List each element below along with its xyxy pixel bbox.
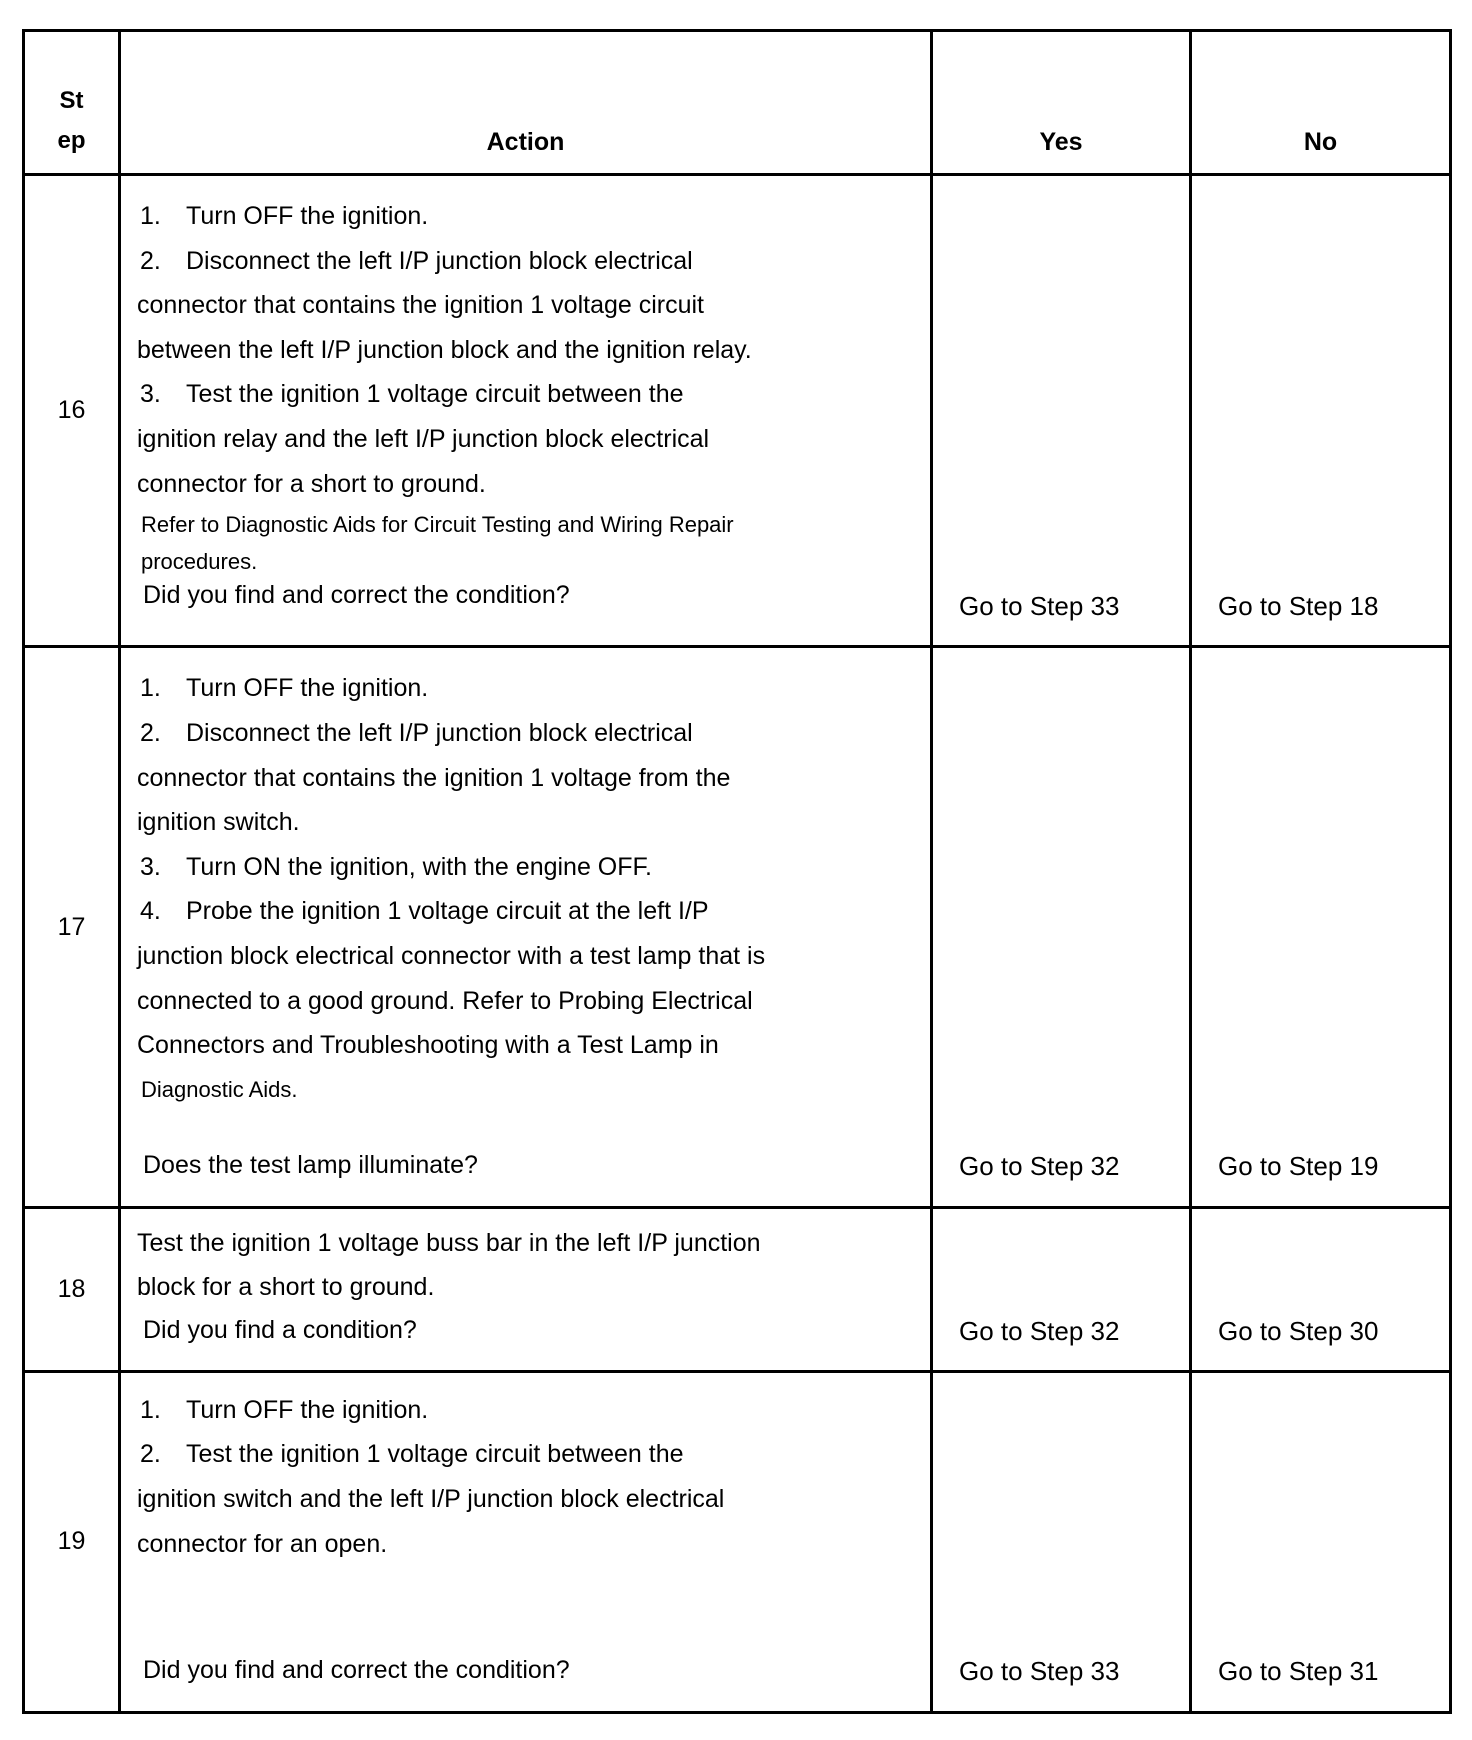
action-cell (120, 175, 932, 647)
no-cell (1191, 175, 1451, 647)
no-result: Go to Step 19 (1218, 1151, 1379, 1182)
action-line: 2. Test the ignition 1 voltage circuit between the (140, 1440, 684, 1469)
yes-cell (932, 647, 1191, 1207)
action-line: block for a short to ground. (137, 1273, 435, 1302)
yes-cell (932, 1371, 1191, 1712)
action-line: Connectors and Troubleshooting with a Test Lamp in (137, 1031, 719, 1060)
action-line: junction block electrical connector with a test lamp that is (137, 941, 766, 970)
action-question: Does the test lamp illuminate? (143, 1151, 478, 1180)
step-number: 19 (24, 1371, 120, 1712)
table-row-step-18 (24, 1207, 1451, 1371)
yes-cell (932, 175, 1191, 647)
no-cell (1191, 1207, 1451, 1371)
step-number: 16 (24, 175, 120, 647)
action-lines (137, 194, 922, 580)
action-lines (137, 1388, 922, 1566)
action-line: connector for a short to ground. (137, 469, 486, 498)
header-step-line2: ep (57, 127, 86, 155)
step-number: 18 (24, 1207, 120, 1371)
action-line: between the left I/P junction block and the ignition relay. (137, 335, 752, 364)
action-question: Did you find and correct the condition? (143, 1655, 570, 1684)
header-no: No (1191, 31, 1451, 175)
action-cell (120, 647, 932, 1207)
step-number: 17 (24, 647, 120, 1207)
action-line: connector for an open. (137, 1529, 388, 1558)
no-cell (1191, 1371, 1451, 1712)
header-row (24, 31, 1451, 175)
action-note: Refer to Diagnostic Aids for Circuit Testing and Wiring Repair (141, 512, 734, 538)
action-line: connector that contains the ignition 1 voltage from the (137, 763, 731, 792)
action-lines (137, 1221, 922, 1310)
yes-cell (932, 1207, 1191, 1371)
action-line: connected to a good ground. Refer to Probing Electrical (137, 986, 753, 1015)
no-cell (1191, 647, 1451, 1207)
action-line: 2. Disconnect the left I/P junction block electrical (140, 718, 693, 747)
no-result: Go to Step 31 (1218, 1655, 1379, 1686)
action-line: 4. Probe the ignition 1 voltage circuit at the left I/P (140, 897, 709, 926)
action-question: Did you find a condition? (143, 1315, 417, 1344)
action-lines (137, 666, 922, 1111)
action-cell (120, 1371, 932, 1712)
action-line: Test the ignition 1 voltage buss bar in the left I/P junction (137, 1228, 761, 1257)
action-line: 3. Test the ignition 1 voltage circuit between the (140, 380, 684, 409)
action-question: Did you find and correct the condition? (143, 581, 570, 610)
yes-result: Go to Step 32 (959, 1315, 1120, 1346)
yes-result: Go to Step 33 (959, 1655, 1120, 1686)
action-line: 1. Turn OFF the ignition. (140, 674, 429, 703)
action-cell (120, 1207, 932, 1371)
no-result: Go to Step 18 (1218, 591, 1379, 622)
yes-result: Go to Step 33 (959, 591, 1120, 622)
action-line: 3. Turn ON the ignition, with the engine OFF. (140, 852, 652, 881)
action-line: 1. Turn OFF the ignition. (140, 1395, 429, 1424)
action-line: connector that contains the ignition 1 voltage circuit (137, 291, 705, 320)
header-step-line1: St (59, 87, 84, 115)
action-line: 1. Turn OFF the ignition. (140, 202, 429, 231)
diagnostic-table (22, 29, 1452, 1714)
table-row-step-17 (24, 647, 1451, 1207)
header-action: Action (120, 31, 932, 175)
no-result: Go to Step 30 (1218, 1315, 1379, 1346)
header-yes: Yes (932, 31, 1191, 175)
yes-result: Go to Step 32 (959, 1151, 1120, 1182)
table-row-step-19 (24, 1371, 1451, 1712)
action-line: 2. Disconnect the left I/P junction block electrical (140, 246, 693, 275)
header-step (24, 31, 120, 175)
action-note: procedures. (141, 549, 258, 575)
action-line: ignition switch and the left I/P junction block electrical (137, 1484, 725, 1513)
action-note: Diagnostic Aids. (141, 1076, 298, 1102)
action-line: ignition switch. (137, 808, 300, 837)
action-line: ignition relay and the left I/P junction block electrical (137, 425, 710, 454)
table-row-step-16 (24, 175, 1451, 647)
